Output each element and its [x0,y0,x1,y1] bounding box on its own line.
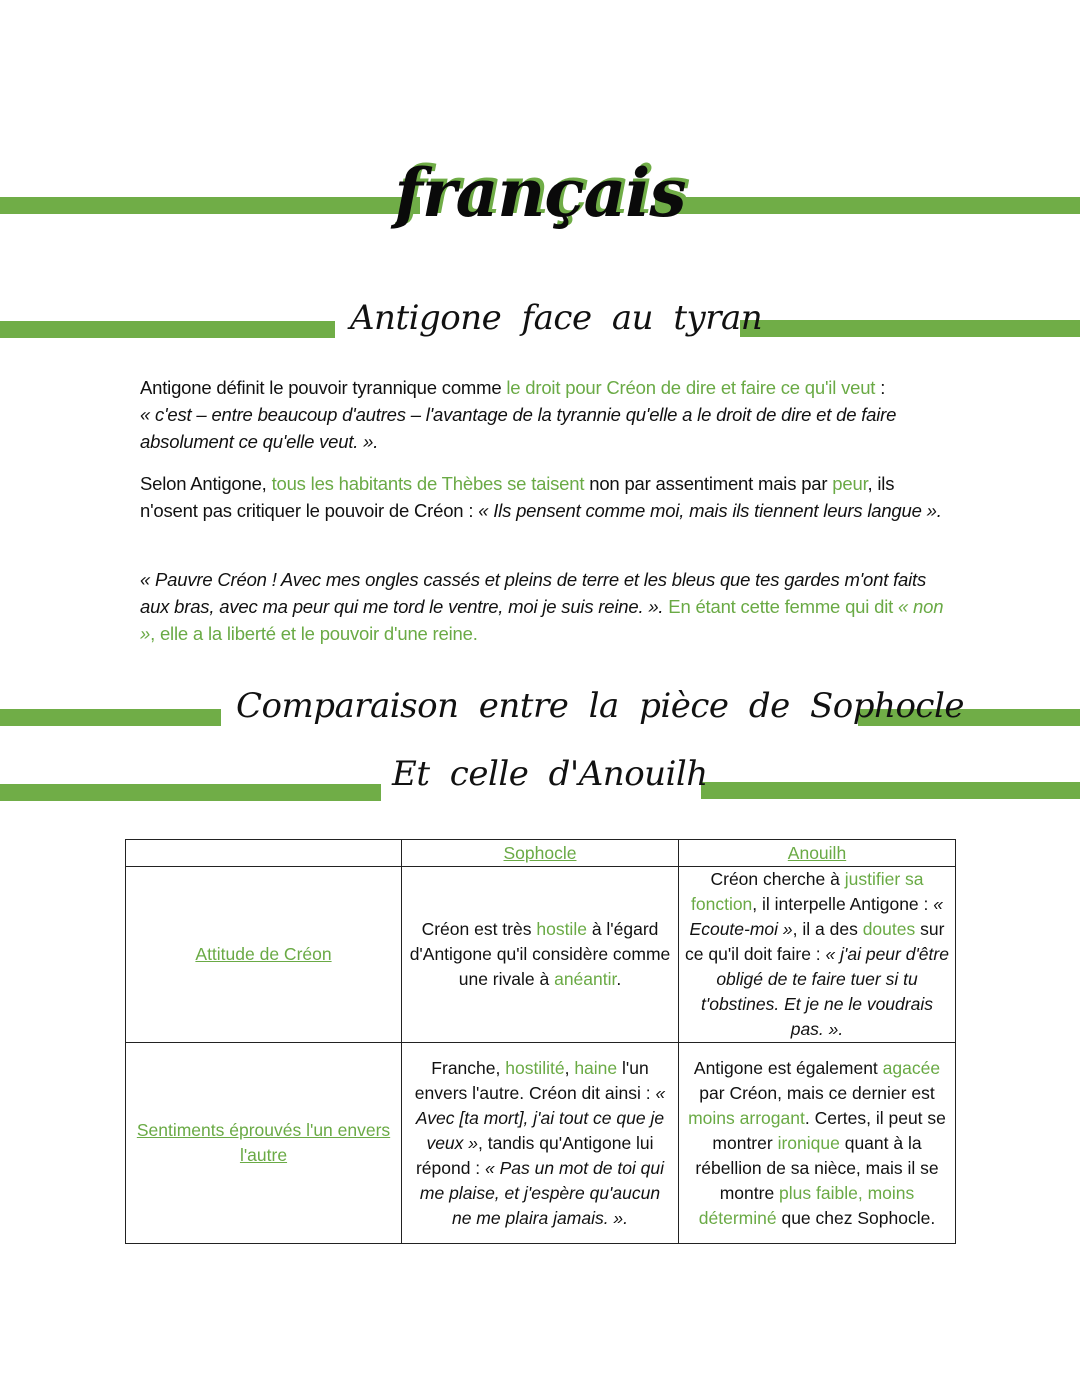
table-row [126,867,956,1043]
highlight-text: anéantir [554,969,617,989]
text: Selon Antigone, [140,473,272,494]
highlight-text: En étant cette femme qui dit [663,596,898,617]
section2-bar-left-1 [0,709,221,726]
text: , tandis qu'Antigone lui répond : [415,1132,654,1178]
highlight-text: justifier sa fonction [691,869,924,914]
highlight-text: haine [574,1057,618,1078]
sophocle-cell [402,867,679,1043]
section-heading-comparaison: Comparaison entre la pièce de Sophocle [236,686,964,726]
text: que chez Sophocle. [776,1207,936,1228]
text: à l'égard d'Antigone qu'il considère comme une rivale à [409,919,671,989]
paragraph-1 [140,374,950,455]
text: Antigone définit le pouvoir tyrannique comme [140,377,507,398]
text: non par assentiment mais par [584,473,833,494]
paragraph-3 [140,566,950,647]
section1-bar-right [740,320,1080,337]
quote-text: « c'est – entre beaucoup d'autres – l'avantage de la tyrannie qu'elle a le droit de dire et de faire absolument ce qu'elle veut. ». [140,404,897,452]
row-label: Attitude de Créon [195,944,332,964]
section2-bar-left-2 [0,784,381,801]
text: Créon est très [421,919,537,939]
highlight-text: le droit pour Créon de dire et faire ce qu'il veut [506,377,876,398]
paragraph-2 [140,470,950,524]
page-title [0,148,1080,238]
text: l'un envers l'autre. Créon dit ainsi : [414,1057,656,1103]
highlight-text: , elle a la liberté et le pouvoir d'une reine. [150,623,478,644]
quote-text: « Avec [ta mort], j'ai tout ce que je veux » [415,1082,666,1153]
anouilh-cell [679,867,956,1043]
highlight-text: hostilité [505,1057,565,1078]
header-label: Sophocle [503,842,577,863]
text: Créon cherche à [710,869,845,889]
quote-text: « Ils pensent comme moi, mais ils tiennent leurs langue ». [478,500,942,521]
highlight-text: ironique [777,1132,840,1153]
highlight-text: moins arrogant [688,1107,805,1128]
row-label: Sentiments éprouvés l'un envers l'autre [136,1120,391,1165]
highlight-text: hostile [536,919,587,939]
highlight-text: plus faible, moins déterminé [698,1182,915,1228]
header-cell-sophocle [402,840,679,867]
text: par Créon, mais ce dernier est [699,1082,935,1103]
quote-text: « Pauvre Créon ! Avec mes ongles cassés et pleins de terre et les bleus que tes gardes m'ont faits aux bras, avec ma peur qui me tord le ventre, moi je suis reine. ». [140,569,927,617]
header-label: Anouilh [787,842,847,863]
highlight-text: doutes [862,919,916,939]
header-cell-empty [126,840,402,867]
comparison-table [125,839,956,1244]
quote-text: « Pas un mot de toi qui me plaise, et j'espère qu'aucun ne me plaira jamais. ». [419,1157,665,1228]
highlight-text: agacée [882,1057,941,1078]
text: . Certes, il peut se montrer [712,1107,946,1153]
table-row [126,1043,956,1244]
anouilh-cell [679,1043,956,1244]
section-heading-antigone: Antigone face au tyran [350,298,763,338]
section2-bar-right-2 [701,782,1080,799]
text: : [875,377,886,398]
section1-bar-left [0,321,335,338]
sophocle-cell [402,1043,679,1244]
table-header-row [126,840,956,867]
text: , ils n'osent pas critiquer le pouvoir de Créon : [140,473,895,521]
text: . [616,969,622,989]
text: Franche, [431,1057,506,1078]
text: Antigone est également [693,1057,883,1078]
text: , [564,1057,575,1078]
highlight-text: tous les habitants de Thèbes se taisent [271,473,585,494]
highlight-quote: « non » [140,596,944,644]
text: quant à la rébellion de sa nièce, mais il se montre [695,1132,939,1203]
highlight-text: peur [832,473,868,494]
quote-text: « Ecoute-moi » [689,894,943,939]
row-label-cell [126,867,402,1043]
row-label-cell [126,1043,402,1244]
text: , il a des [792,919,863,939]
text: , il interpelle Antigone : [752,894,934,914]
page-title-text: français [394,154,686,232]
header-cell-anouilh [679,840,956,867]
text: sur ce qu'il doit faire : [685,919,945,964]
quote-text: « j'ai peur d'être obligé de te faire tuer si tu t'obstines. Et je ne le voudrais pas. ». [701,944,949,1039]
section-heading-anouilh: Et celle d'Anouilh [392,754,708,794]
